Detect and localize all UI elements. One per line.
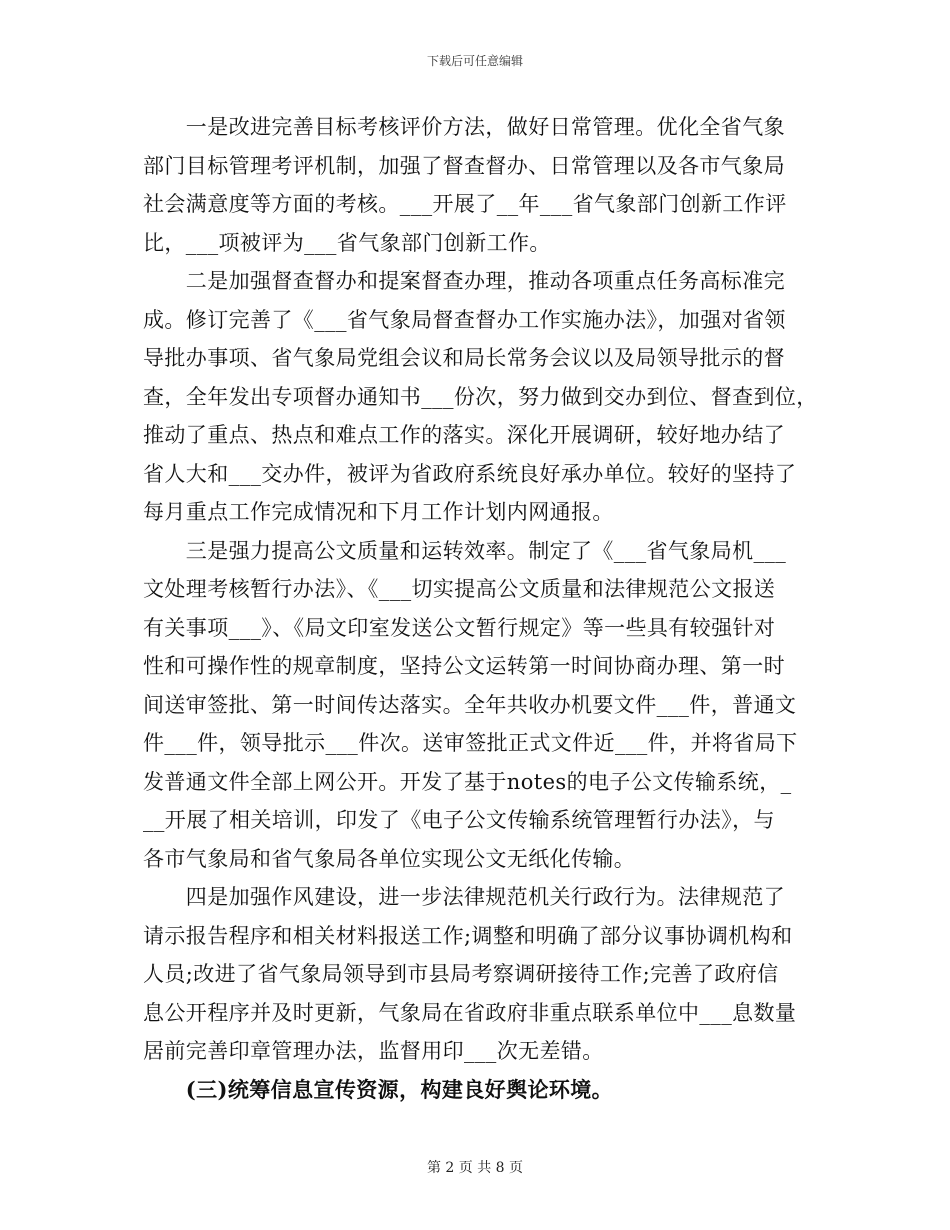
text-line: 人员;改进了省气象局领导到市县局考察调研接待工作;完善了政府信 [143,962,779,986]
text-line: 查，全年发出专项督办通知书___份次，努力做到交办到位、督查到位， [143,384,818,409]
text-line: 发普通文件全部上网公开。开发了基于notes的电子公文传输系统，_ [143,769,792,794]
text-line: 每月重点工作完成情况和下月工作计划内网通报。 [143,500,614,524]
page-number: 第 2 页 共 8 页 [426,1160,524,1176]
text-line: 件___件，领导批示___件次。送审签批正式文件近___件，并将省局下 [143,731,798,755]
text-line: 推动了重点、热点和难点工作的落实。深化开展调研，较好地办结了 [143,423,785,447]
text-line: __开展了相关培训，印发了《电子公文传输系统管理暂行办法》，与 [143,808,775,832]
section-heading: (三)统筹信息宣传资源，构建良好舆论环境。 [143,1076,614,1102]
page-header: 下载后可任意编辑 [426,54,523,68]
text-line: 性和可操作性的规章制度，坚持公文运转第一时间协商办理、第一时 [143,654,785,678]
text-line: 文处理考核暂行办法》、《___切实提高公文质量和法律规范公文报送 [143,577,776,601]
text-line: 省人大和___交办件，被评为省政府系统良好承办单位。较好的坚持了 [143,461,797,486]
text-line: 各市气象局和省气象局各单位实现公文无纸化传输。 [143,846,636,871]
text-line: 请示报告程序和相关材料报送工作;调整和明确了部分议事协调机构和 [143,923,793,948]
text-line: 社会满意度等方面的考核。___开展了__年___省气象部门创新工作评 [143,192,787,216]
text-line: 息公开程序并及时更新，气象局在省政府非重点联系单位中___息数量 [143,1000,797,1025]
text-line: 间送审签批、第一时间传达落实。全年共收办机要文件___件，普通文 [143,692,797,717]
text-line: 部门目标管理考评机制，加强了督查督办、日常管理以及各市气象局 [143,153,785,178]
text-line: 居前完善印章管理办法，监督用印___次无差错。 [143,1039,604,1063]
text-line: 四是加强作风建设，进一步法律规范机关行政行为。法律规范了 [143,885,785,909]
text-line: 二是加强督查督办和提案督查办理，推动各项重点任务高标准完 [143,269,785,293]
text-line: 导批办事项、省气象局党组会议和局长常务会议以及局领导批示的督 [143,346,785,370]
document-body [143,108,818,1109]
text-line: 成。修订完善了《___省气象局督查督办工作实施办法》，加强对省领 [143,307,786,332]
text-line: 一是改进完善目标考核评价方法，做好日常管理。优化全省气象 [143,115,785,139]
text-line: 三是强力提高公文质量和运转效率。制定了《___省气象局机___ [143,538,787,563]
text-line: 比，___项被评为___省气象部门创新工作。 [143,230,551,255]
text-line: 有关事项___》、《局文印室发送公文暂行规定》等一些具有较强针对 [143,615,776,640]
